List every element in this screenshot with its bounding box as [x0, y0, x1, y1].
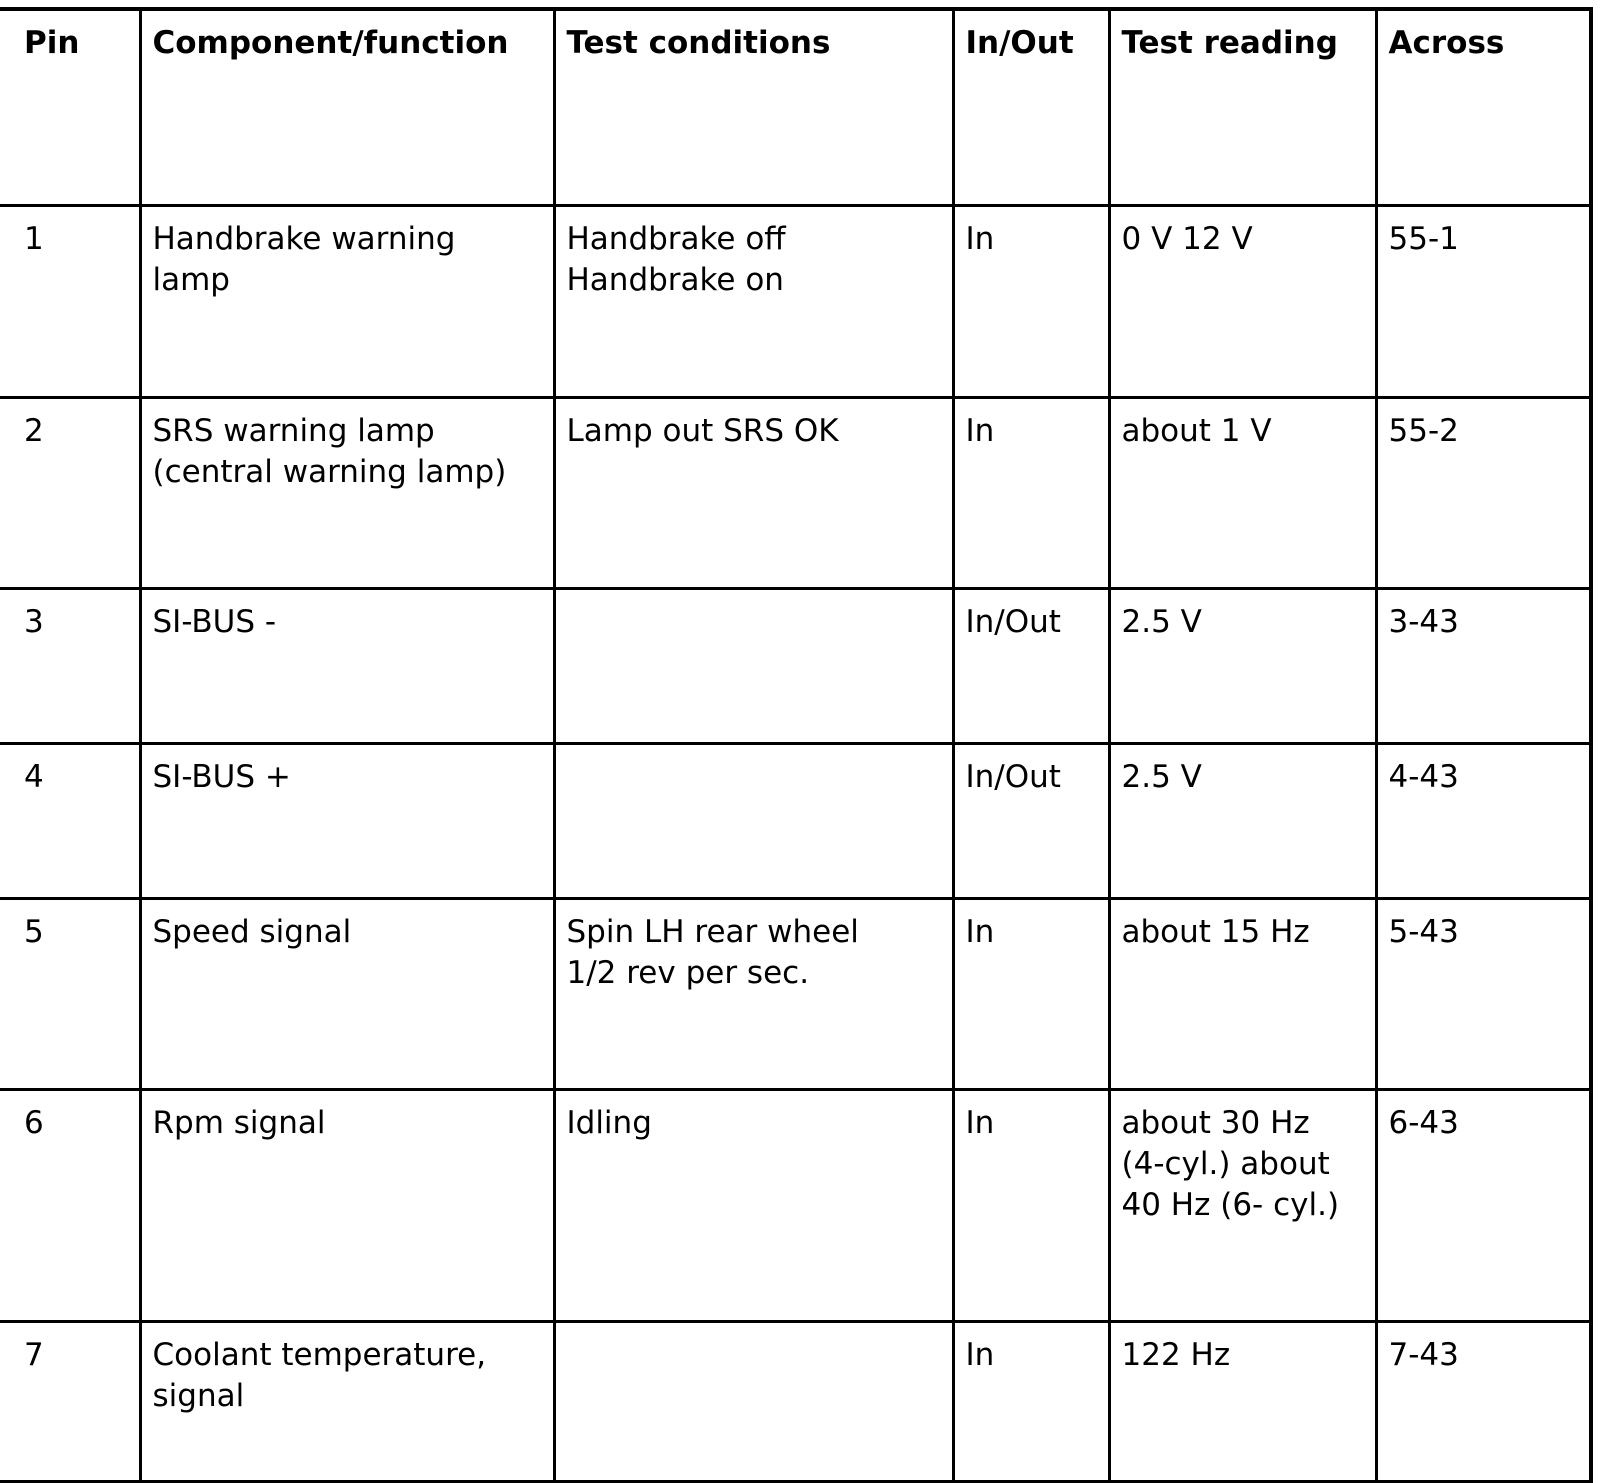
- cell-pin: 7: [0, 1321, 140, 1481]
- cell-test-reading: about 30 Hz (4-cyl.) about 40 Hz (6- cyl.): [1109, 1089, 1376, 1321]
- cell-in-out: In: [953, 898, 1109, 1089]
- cell-across: 4-43: [1376, 743, 1591, 898]
- cell-test-reading: about 15 Hz: [1109, 898, 1376, 1089]
- cell-across: 6-43: [1376, 1089, 1591, 1321]
- table-row: [0, 1089, 1591, 1321]
- cell-pin: 4: [0, 743, 140, 898]
- header-test-reading: Test reading: [1109, 9, 1376, 205]
- table-row: [0, 397, 1591, 588]
- cell-component: SI-BUS -: [140, 588, 554, 743]
- table-row: [0, 898, 1591, 1089]
- header-row: [0, 9, 1591, 205]
- cell-pin: 2: [0, 397, 140, 588]
- cell-test-reading: 2.5 V: [1109, 588, 1376, 743]
- table-row: [0, 205, 1591, 397]
- table-row: [0, 743, 1591, 898]
- table-row: [0, 588, 1591, 743]
- cell-test-conditions: Lamp out SRS OK: [554, 397, 953, 588]
- cell-pin: 3: [0, 588, 140, 743]
- cell-component: SRS warning lamp (central warning lamp): [140, 397, 554, 588]
- cell-in-out: In: [953, 397, 1109, 588]
- cell-pin: 1: [0, 205, 140, 397]
- header-in-out: In/Out: [953, 9, 1109, 205]
- cell-test-conditions: Handbrake off Handbrake on: [554, 205, 953, 397]
- cell-test-conditions: [554, 743, 953, 898]
- cell-test-reading: about 1 V: [1109, 397, 1376, 588]
- table-header: [0, 9, 1591, 205]
- cell-test-conditions: Idling: [554, 1089, 953, 1321]
- cell-test-conditions: [554, 588, 953, 743]
- cell-pin: 5: [0, 898, 140, 1089]
- header-component: Component/function: [140, 9, 554, 205]
- cell-component: Coolant temperature, signal: [140, 1321, 554, 1481]
- cell-across: 55-1: [1376, 205, 1591, 397]
- cell-across: 7-43: [1376, 1321, 1591, 1481]
- table-body: [0, 205, 1591, 1481]
- cell-test-conditions: Spin LH rear wheel 1/2 rev per sec.: [554, 898, 953, 1089]
- cell-across: 5-43: [1376, 898, 1591, 1089]
- cell-in-out: In: [953, 205, 1109, 397]
- cell-component: Speed signal: [140, 898, 554, 1089]
- cell-pin: 6: [0, 1089, 140, 1321]
- pin-test-table: [0, 7, 1593, 1483]
- header-across: Across: [1376, 9, 1591, 205]
- cell-test-reading: 122 Hz: [1109, 1321, 1376, 1481]
- cell-component: Rpm signal: [140, 1089, 554, 1321]
- cell-in-out: In: [953, 1321, 1109, 1481]
- cell-component: Handbrake warning lamp: [140, 205, 554, 397]
- table-row: [0, 1321, 1591, 1481]
- cell-test-reading: 0 V 12 V: [1109, 205, 1376, 397]
- cell-in-out: In/Out: [953, 588, 1109, 743]
- cell-in-out: In: [953, 1089, 1109, 1321]
- cell-test-reading: 2.5 V: [1109, 743, 1376, 898]
- cell-across: 55-2: [1376, 397, 1591, 588]
- header-pin: Pin: [0, 9, 140, 205]
- cell-in-out: In/Out: [953, 743, 1109, 898]
- cell-across: 3-43: [1376, 588, 1591, 743]
- header-test-conditions: Test conditions: [554, 9, 953, 205]
- cell-test-conditions: [554, 1321, 953, 1481]
- cell-component: SI-BUS +: [140, 743, 554, 898]
